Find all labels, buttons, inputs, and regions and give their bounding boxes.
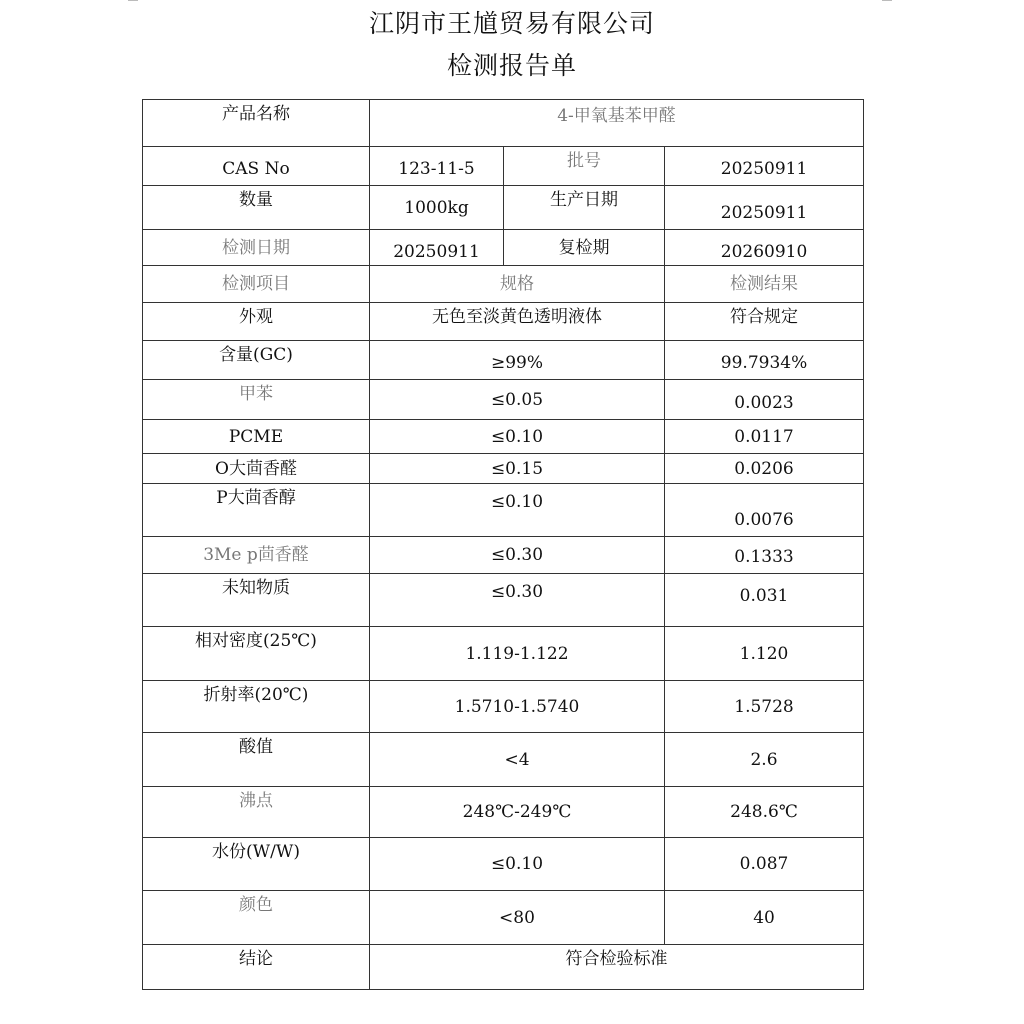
- row-spec: ≤0.05: [370, 380, 665, 420]
- row-item: 沸点: [143, 787, 370, 838]
- table-row: [143, 838, 864, 891]
- row-item: 未知物质: [143, 574, 370, 627]
- product-name-row: [143, 100, 864, 147]
- row-item: 颜色: [143, 891, 370, 945]
- row-spec: ≤0.10: [370, 420, 665, 454]
- cas-label: CAS No: [143, 147, 370, 186]
- column-header-row: [143, 266, 864, 303]
- table-row: [143, 733, 864, 787]
- table-row: [143, 787, 864, 838]
- row-spec: 无色至淡黄色透明液体: [370, 303, 665, 341]
- row-result: 0.031: [665, 574, 864, 627]
- row-result: 99.7934%: [665, 341, 864, 380]
- row-spec: ≤0.15: [370, 454, 665, 484]
- table-row: [143, 537, 864, 574]
- row-result: 1.120: [665, 627, 864, 681]
- row-result: 2.6: [665, 733, 864, 787]
- row-result: 40: [665, 891, 864, 945]
- column-header-result: 检测结果: [665, 266, 864, 303]
- quantity-value: 1000kg: [370, 186, 504, 230]
- conclusion-row: [143, 945, 864, 990]
- row-result: 0.0076: [665, 484, 864, 537]
- row-item: 相对密度(25℃): [143, 627, 370, 681]
- retest-value: 20260910: [665, 230, 864, 266]
- product-name-value: 4-甲氧基苯甲醛: [370, 100, 864, 147]
- column-header-item: 检测项目: [143, 266, 370, 303]
- table-row: [143, 484, 864, 537]
- cas-row: [143, 147, 864, 186]
- row-item: O大茴香醛: [143, 454, 370, 484]
- report-title: 检测报告单: [446, 51, 577, 80]
- table-row: [143, 380, 864, 420]
- row-item: 酸值: [143, 733, 370, 787]
- cas-value: 123-11-5: [370, 147, 504, 186]
- row-item: PCME: [143, 420, 370, 454]
- product-name-label: 产品名称: [143, 100, 370, 147]
- row-result: 0.0206: [665, 454, 864, 484]
- inspection-report-table: [142, 99, 864, 990]
- row-item: 3Me p茴香醛: [143, 537, 370, 574]
- row-result: 0.1333: [665, 537, 864, 574]
- row-spec: ≤0.10: [370, 484, 665, 537]
- row-result: 0.087: [665, 838, 864, 891]
- row-result: 0.0023: [665, 380, 864, 420]
- row-spec: ≤0.30: [370, 537, 665, 574]
- retest-label: 复检期: [504, 230, 665, 266]
- production-date-label: 生产日期: [504, 186, 665, 230]
- row-result: 248.6℃: [665, 787, 864, 838]
- company-name: 江阴市王馗贸易有限公司: [368, 9, 655, 38]
- production-date-value: 20250911: [665, 186, 864, 230]
- row-spec: <4: [370, 733, 665, 787]
- table-row: [143, 891, 864, 945]
- batch-label: 批号: [504, 147, 665, 186]
- batch-value: 20250911: [665, 147, 864, 186]
- conclusion-label: 结论: [143, 945, 370, 990]
- page-corner-mark-right: [882, 0, 892, 1]
- table-row: [143, 420, 864, 454]
- row-result: 0.0117: [665, 420, 864, 454]
- row-spec: <80: [370, 891, 665, 945]
- row-spec: 1.5710-1.5740: [370, 681, 665, 733]
- row-result: 1.5728: [665, 681, 864, 733]
- page-corner-mark-left: [128, 0, 138, 1]
- table-row: [143, 627, 864, 681]
- row-item: 外观: [143, 303, 370, 341]
- table-row: [143, 454, 864, 484]
- quantity-label: 数量: [143, 186, 370, 230]
- test-date-label: 检测日期: [143, 230, 370, 266]
- table-row: [143, 574, 864, 627]
- row-item: 水份(W/W): [143, 838, 370, 891]
- row-item: P大茴香醇: [143, 484, 370, 537]
- table-row: [143, 341, 864, 380]
- row-spec: ≤0.30: [370, 574, 665, 627]
- row-spec: 1.119-1.122: [370, 627, 665, 681]
- row-spec: ≤0.10: [370, 838, 665, 891]
- row-spec: ≥99%: [370, 341, 665, 380]
- table-row: [143, 303, 864, 341]
- table-row: [143, 681, 864, 733]
- column-header-spec: 规格: [370, 266, 665, 303]
- row-item: 含量(GC): [143, 341, 370, 380]
- row-spec: 248℃-249℃: [370, 787, 665, 838]
- row-item: 甲苯: [143, 380, 370, 420]
- test-date-row: [143, 230, 864, 266]
- row-item: 折射率(20℃): [143, 681, 370, 733]
- row-result: 符合规定: [665, 303, 864, 341]
- test-date-value: 20250911: [370, 230, 504, 266]
- conclusion-value: 符合检验标准: [370, 945, 864, 990]
- quantity-row: [143, 186, 864, 230]
